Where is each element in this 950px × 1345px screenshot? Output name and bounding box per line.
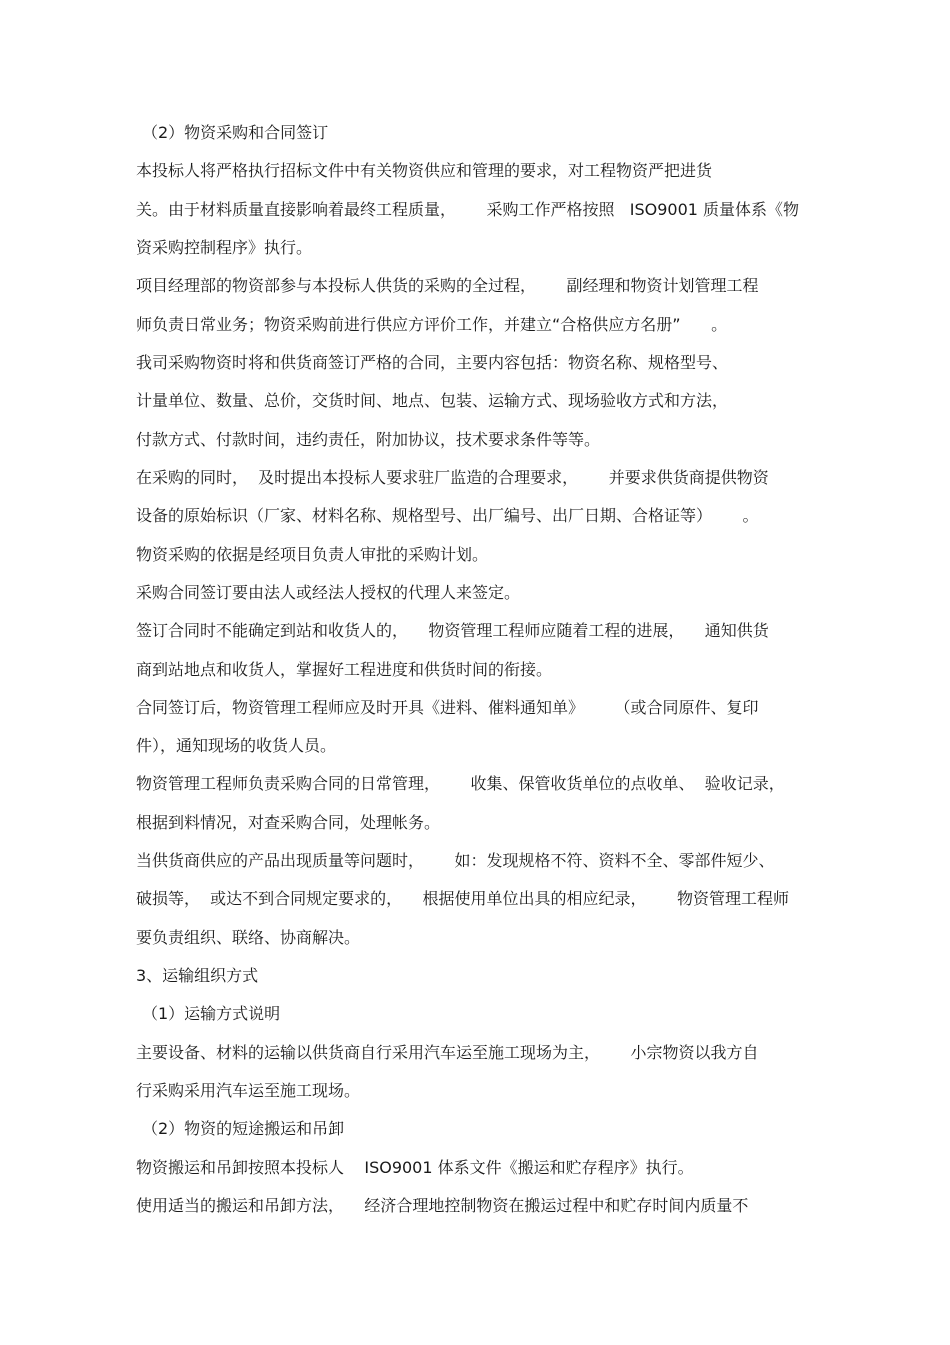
text-line: 要负责组织、联络、协商解决。: [136, 928, 361, 947]
section-heading-transport: 3、运输组织方式: [136, 966, 259, 985]
text-line: 设备的原始标识（厂家、材料名称、规格型号、出厂编号、出厂日期、合格证等） 。: [136, 506, 759, 525]
subsection-heading-transport-method: （1）运输方式说明: [142, 1004, 281, 1023]
text-line: 本投标人将严格执行招标文件中有关物资供应和管理的要求，对工程物资严把进货: [136, 161, 713, 180]
text-line: 资采购控制程序》执行。: [136, 238, 313, 257]
text-line: 主要设备、材料的运输以供货商自行采用汽车运至施工现场为主， 小宗物资以我方自: [136, 1043, 759, 1062]
text-line: 破损等， 或达不到合同规定要求的， 根据使用单位出具的相应纪录， 物资管理工程师: [136, 889, 790, 908]
text-line: 在采购的同时， 及时提出本投标人要求驻厂监造的合理要求， 并要求供货商提供物资: [136, 468, 769, 487]
text-line: 当供货商供应的产品出现质量等问题时， 如：发现规格不符、资料不全、零部件短少、: [136, 851, 775, 870]
text-line: 我司采购物资时将和供货商签订严格的合同，主要内容包括：物资名称、规格型号、: [136, 353, 729, 372]
text-line: 商到站地点和收货人，掌握好工程进度和供货时间的衔接。: [136, 660, 553, 679]
text-line: 采购合同签订要由法人或经法人授权的代理人来签定。: [136, 583, 521, 602]
text-line: 付款方式、付款时间，违约责任，附加协议，技术要求条件等等。: [136, 430, 601, 449]
text-line: 合同签订后，物资管理工程师应及时开具《进料、催料通知单》 （或合同原件、复印: [136, 698, 759, 717]
subsection-heading-handling: （2）物资的短途搬运和吊卸: [142, 1119, 345, 1138]
section-heading-procurement: （2）物资采购和合同签订: [142, 123, 329, 142]
text-line: 师负责日常业务；物资采购前进行供应方评价工作，并建立“合格供应方名册” 。: [136, 315, 728, 334]
text-line: 签订合同时不能确定到站和收货人的， 物资管理工程师应随着工程的进展， 通知供货: [136, 621, 769, 640]
text-line: 计量单位、数量、总价，交货时间、地点、包装、运输方式、现场验收方式和方法，: [136, 391, 729, 410]
text-line: 物资管理工程师负责采购合同的日常管理， 收集、保管收货单位的点收单、 验收记录，: [136, 774, 785, 793]
text-line: 根据到料情况，对查采购合同，处理帐务。: [136, 813, 441, 832]
text-line: 物资搬运和吊卸按照本投标人 ISO9001 体系文件《搬运和贮存程序》执行。: [136, 1158, 694, 1177]
text-line: 项目经理部的物资部参与本投标人供货的采购的全过程， 副经理和物资计划管理工程: [136, 276, 759, 295]
text-line: 关。由于材料质量直接影响着最终工程质量， 采购工作严格按照 ISO9001 质量体系《物: [136, 200, 800, 219]
text-line: 使用适当的搬运和吊卸方法， 经济合理地控制物资在搬运过程中和贮存时间内质量不: [136, 1196, 749, 1215]
text-line: 行采购采用汽车运至施工现场。: [136, 1081, 361, 1100]
text-line: 件），通知现场的收货人员。: [136, 736, 337, 755]
text-line: 物资采购的依据是经项目负责人审批的采购计划。: [136, 545, 489, 564]
